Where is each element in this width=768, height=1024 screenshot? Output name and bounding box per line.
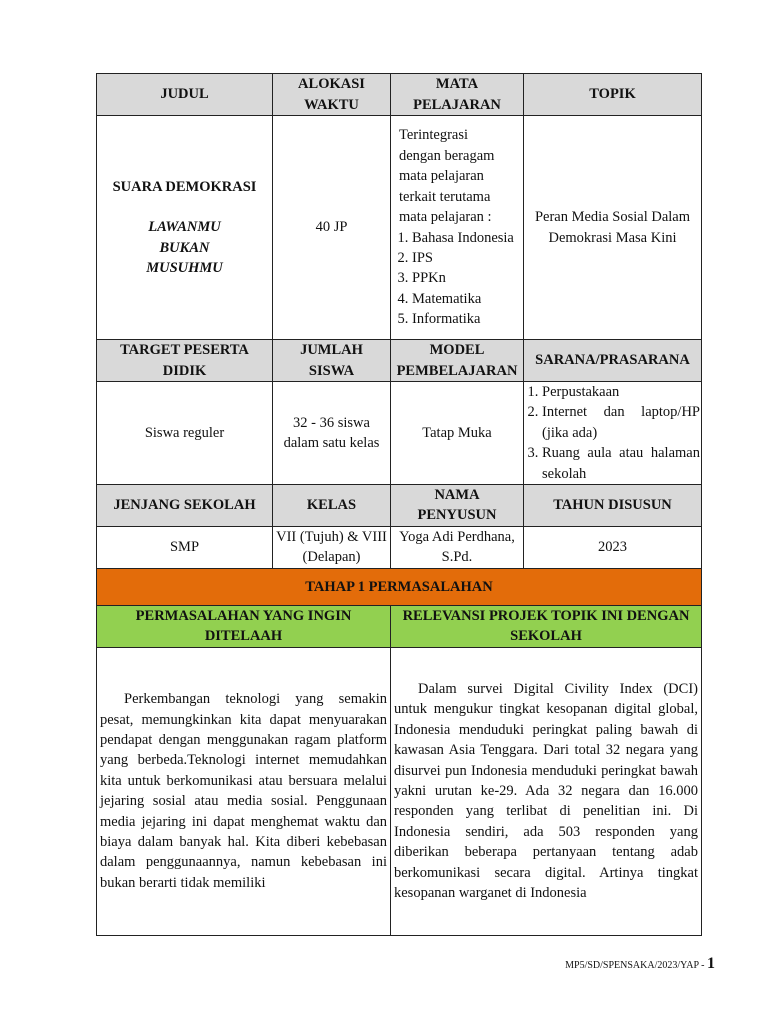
judul-main: SUARA DEMOKRASI [112, 178, 257, 195]
cell-alokasi-waktu: 40 JP [273, 116, 391, 340]
stage-body-relevansi [391, 647, 702, 935]
cell-jumlah-siswa: 32 - 36 siswa dalam satu kelas [273, 382, 391, 485]
mapel-item: 5. Informatika [412, 309, 520, 329]
header-mata-pelajaran: MATA PELAJARAN [391, 74, 524, 116]
mapel-item: 1. Bahasa Indonesia [412, 228, 520, 248]
header-model-pembelajaran: MODEL PEMBELAJARAN [391, 340, 524, 382]
row-target [97, 382, 702, 485]
stage-body-row [97, 647, 702, 935]
row-jenjang [97, 526, 702, 568]
header-judul: JUDUL [97, 74, 273, 116]
cell-kelas: VII (Tujuh) & VIII (Delapan) [273, 526, 391, 568]
project-module-table [96, 73, 702, 936]
page-number: 1 [707, 955, 715, 972]
header-kelas: KELAS [273, 485, 391, 527]
header-alokasi-waktu: ALOKASI WAKTU [273, 74, 391, 116]
mapel-intro: Terintegrasi dengan beragam mata pelajaran terkait terutama mata pelajaran : [399, 127, 495, 226]
header-row-jenjang [97, 485, 702, 527]
stage-body-permasalahan [97, 647, 391, 935]
stage-header-row [97, 605, 702, 647]
stage-header-permasalahan: PERMASALAHAN YANG INGIN DITELAAH [97, 605, 391, 647]
header-sarana-prasarana: SARANA/PRASARANA [524, 340, 702, 382]
cell-nama-penyusun: Yoga Adi Perdhana, S.Pd. [391, 526, 524, 568]
header-topik: TOPIK [524, 74, 702, 116]
header-jumlah-siswa: JUMLAH SISWA [273, 340, 391, 382]
sarana-item: 3. Ruang aula atau halaman sekolah [542, 443, 700, 484]
mapel-item: 4. Matematika [412, 289, 520, 309]
document-code: MP5/SD/SPENSAKA/2023/YAP - [565, 960, 707, 971]
relevansi-paragraph: Dalam survei Digital Civility Index (DCI) untuk mengukur tingkat kesopanan digital global, Indonesia menduduki peringkat paling bawah di kawasan Asia Tenggara. Dari total 32 negara yang disurvei pun Indonesia menduduki peringkat bawah yakni urutan ke-29. Ada 32 negara dan 16.000 responden yang terlibat di penelitian ini. Di Indonesia sendiri, ada 503 responden yang diberikan beberapa pertanyaan tentang adab berkomunikasi secara digital. Artinya tingkat kesopanan warganet di Indonesia [394, 680, 698, 901]
mapel-item: 3. PPKn [412, 268, 520, 288]
row-judul [97, 116, 702, 340]
header-nama-penyusun: NAMA PENYUSUN [391, 485, 524, 527]
stage-title: TAHAP 1 PERMASALAHAN [97, 568, 702, 605]
sarana-item: 2. Internet dan laptop/HP (jika ada) [542, 402, 700, 443]
cell-target-peserta-didik: Siswa reguler [97, 382, 273, 485]
cell-judul [97, 116, 273, 340]
stage-title-row [97, 568, 702, 605]
cell-jenjang-sekolah: SMP [97, 526, 273, 568]
sarana-list [525, 382, 700, 484]
header-jenjang-sekolah: JENJANG SEKOLAH [97, 485, 273, 527]
cell-mata-pelajaran [391, 116, 524, 340]
mapel-list [395, 228, 520, 330]
header-row-target [97, 340, 702, 382]
stage-header-relevansi: RELEVANSI PROJEK TOPIK INI DENGAN SEKOLAH [391, 605, 702, 647]
judul-sub: LAWANMU BUKAN MUSUHMU [146, 219, 223, 276]
cell-model-pembelajaran: Tatap Muka [391, 382, 524, 485]
mapel-item: 2. IPS [412, 248, 520, 268]
permasalahan-paragraph: Perkembangan teknologi yang semakin pesat, memungkinkan kita dapat menyuarakan pendapat dengan menggunakan ragam platform yang berbeda.Teknologi internet memudahkan kita untuk berkomunikasi atau bersuara melalui jejaring sosial atau media sosial. Penggunaan media jejaring ini dapat menghemat waktu dan biaya dalam banyak hal. Kita diberi kebebasan dalam penggunaannya, namun kebebasan ini bukan berarti tidak memiliki [100, 691, 387, 891]
cell-tahun-disusun: 2023 [524, 526, 702, 568]
page-footer [565, 955, 715, 973]
header-target-peserta-didik: TARGET PESERTA DIDIK [97, 340, 273, 382]
header-row-judul [97, 74, 702, 116]
cell-sarana-prasarana [524, 382, 702, 485]
header-tahun-disusun: TAHUN DISUSUN [524, 485, 702, 527]
sarana-item: 1. Perpustakaan [542, 382, 700, 402]
cell-topik: Peran Media Sosial Dalam Demokrasi Masa Kini [524, 116, 702, 340]
